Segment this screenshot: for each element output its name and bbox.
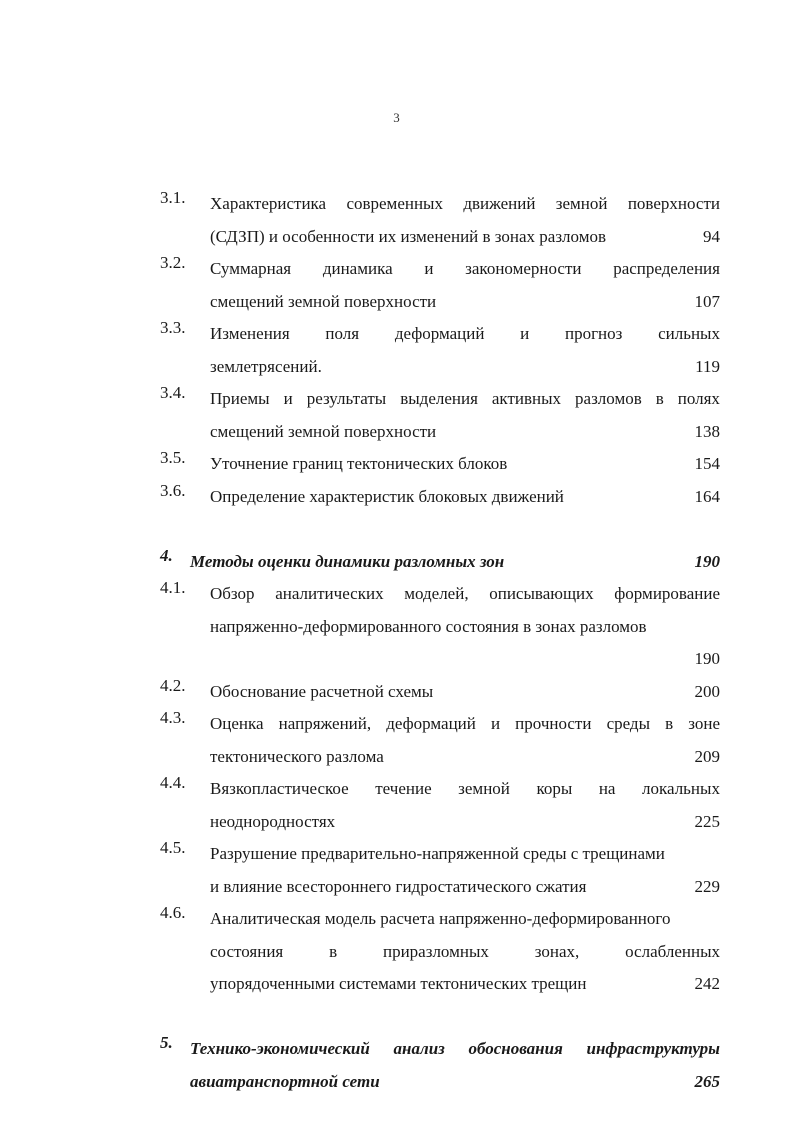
toc-entry-body <box>190 1033 720 1098</box>
toc-entry <box>160 481 720 514</box>
toc-page-number: 164 <box>694 486 720 506</box>
toc-page-number: 190 <box>694 551 720 571</box>
toc-word: приразломных <box>382 941 489 961</box>
toc-word: земной <box>458 779 510 798</box>
toc-word: обоснования <box>468 1039 563 1058</box>
toc-word: земной <box>555 194 608 213</box>
toc-entry-line <box>210 351 720 384</box>
toc-word: зоне <box>688 714 720 733</box>
toc-page-number: 265 <box>694 1071 720 1091</box>
toc-entry <box>160 318 720 383</box>
page-number: 3 <box>393 110 400 125</box>
toc-word: прогноз <box>564 324 623 343</box>
toc-entry-number: 3.3. <box>160 318 186 337</box>
toc-word: течение <box>375 779 432 798</box>
toc-entry-line <box>210 253 720 286</box>
toc-entry-number: 4.1. <box>160 578 186 597</box>
toc-entry-body <box>210 838 720 903</box>
toc-entry-line <box>210 936 720 969</box>
toc-page-number: 209 <box>694 746 720 766</box>
toc-entry-line <box>210 221 720 254</box>
toc-entry-title: Аналитическая модель расчета напряженно-деформированного <box>210 909 671 928</box>
toc-entry <box>160 578 720 676</box>
toc-word: и <box>424 259 434 278</box>
toc-word: динамика <box>322 259 393 278</box>
toc-word: ослабленных <box>625 941 720 961</box>
toc-word: коры <box>536 779 573 798</box>
toc-entry-body <box>210 676 720 709</box>
toc-entry-number: 4.4. <box>160 773 186 792</box>
toc-word: Технико-экономический <box>190 1039 370 1058</box>
toc-entry-title: тектонического разлома <box>210 746 384 766</box>
toc-word: в <box>655 389 664 408</box>
toc-chapter <box>160 1033 720 1098</box>
toc-entry-number: 5. <box>160 1033 173 1052</box>
toc-word: закономерности <box>465 259 582 278</box>
toc-page-number: 119 <box>695 356 720 376</box>
toc-entry <box>160 253 720 318</box>
table-of-contents <box>160 188 720 1098</box>
toc-entry-number: 4. <box>160 545 173 565</box>
toc-chapter <box>160 546 720 579</box>
toc-entry-title: и влияние всестороннего гидростатического сжатия <box>210 876 587 896</box>
toc-entry-line <box>210 773 720 806</box>
toc-entry-title: Обоснование расчетной схемы <box>210 681 434 701</box>
toc-entry-line <box>210 578 720 611</box>
toc-entry-number: 4.6. <box>160 903 186 922</box>
toc-entry-line <box>210 741 720 774</box>
toc-word: напряжений, <box>278 714 372 733</box>
toc-page-number: 107 <box>694 291 720 311</box>
toc-entry-line <box>210 448 720 481</box>
toc-word: в <box>329 941 338 961</box>
toc-entry-body <box>210 903 720 1001</box>
toc-entry-title: неоднородностях <box>210 811 336 831</box>
toc-entry <box>160 773 720 838</box>
toc-entry-number: 4.2. <box>160 675 186 695</box>
toc-word: деформаций <box>394 324 485 343</box>
toc-word: современных <box>346 194 443 213</box>
toc-word: деформаций <box>386 714 476 733</box>
toc-page-number: 225 <box>694 811 720 831</box>
toc-word: среды <box>606 714 651 733</box>
toc-word: выделения <box>400 389 478 408</box>
toc-entry-line <box>210 286 720 319</box>
toc-entry-line <box>210 318 720 351</box>
toc-word: результаты <box>306 389 387 408</box>
toc-word: поля <box>325 324 360 343</box>
toc-word: сильных <box>658 324 720 343</box>
toc-entry-title: смещений земной поверхности <box>210 421 437 441</box>
toc-page-number: 200 <box>694 681 720 701</box>
toc-page-number: 154 <box>694 454 720 473</box>
toc-entry-body <box>210 773 720 838</box>
toc-word: описывающих <box>489 584 594 603</box>
toc-entry-number: 4.3. <box>160 708 186 727</box>
toc-entry-body <box>210 708 720 773</box>
toc-page-number: 229 <box>694 876 720 896</box>
toc-entry-title: авиатранспортной сети <box>190 1071 380 1091</box>
toc-word: движений <box>463 194 536 213</box>
toc-entry <box>160 188 720 253</box>
toc-word: поверхности <box>627 194 720 213</box>
toc-word: Вязкопластическое <box>210 779 349 798</box>
toc-word: на <box>598 779 616 798</box>
toc-word: Изменения <box>210 324 290 343</box>
toc-entry-body <box>210 253 720 318</box>
toc-entry-line <box>210 871 720 904</box>
toc-word: в <box>665 714 674 733</box>
toc-word: прочности <box>515 714 592 733</box>
toc-entry-title: смещений земной поверхности <box>210 291 437 311</box>
toc-entry <box>160 383 720 448</box>
toc-word: Приемы <box>210 389 270 408</box>
section-spacer <box>160 1001 720 1034</box>
toc-word: анализ <box>393 1039 445 1058</box>
toc-entry <box>160 676 720 709</box>
toc-entry-number: 3.5. <box>160 448 186 467</box>
toc-entry-title: Разрушение предварительно-напряженной среды с трещинами <box>210 844 665 863</box>
toc-page-number: 138 <box>694 421 720 441</box>
toc-entry-title: Уточнение границ тектонических блоков <box>210 454 508 473</box>
toc-entry-number: 3.2. <box>160 253 186 272</box>
toc-word: Обзор <box>210 584 255 603</box>
toc-word: активных <box>491 389 562 408</box>
toc-entry-body <box>210 481 720 514</box>
toc-word: Суммарная <box>210 259 292 278</box>
toc-entry-line <box>210 968 720 1001</box>
toc-entry-title: Определение характеристик блоковых движений <box>210 486 564 506</box>
toc-entry <box>160 708 720 773</box>
toc-entry-body <box>210 578 720 676</box>
toc-entry-line <box>210 643 720 676</box>
toc-entry-line <box>210 708 720 741</box>
toc-entry-number: 4.5. <box>160 838 186 857</box>
toc-entry-line <box>210 416 720 449</box>
toc-page-number: 190 <box>694 649 720 668</box>
toc-word: состояния <box>210 941 284 961</box>
toc-page-number: 242 <box>694 974 720 993</box>
toc-entry-body <box>210 188 720 253</box>
toc-word: распределения <box>613 259 720 278</box>
toc-word: аналитических <box>275 584 384 603</box>
toc-entry-body <box>190 546 720 579</box>
toc-word: локальных <box>642 779 720 798</box>
toc-entry-line <box>190 1033 720 1066</box>
toc-entry-title: Методы оценки динамики разломных зон <box>190 551 505 571</box>
toc-entry-line <box>210 383 720 416</box>
toc-entry <box>160 448 720 481</box>
section-spacer <box>160 513 720 546</box>
toc-entry-number: 3.4. <box>160 383 186 402</box>
toc-entry-body <box>210 383 720 448</box>
toc-entry <box>160 838 720 903</box>
toc-entry-body <box>210 448 720 481</box>
toc-entry-title: упорядоченными системами тектонических трещин <box>210 974 587 993</box>
toc-entry <box>160 903 720 1001</box>
toc-entry-line <box>190 546 720 579</box>
toc-word: Характеристика <box>210 194 327 213</box>
toc-entry-line <box>210 806 720 839</box>
toc-word: зонах, <box>534 941 580 961</box>
toc-entry-line <box>210 611 720 644</box>
toc-word: и <box>520 324 530 343</box>
toc-word: Оценка <box>210 714 264 733</box>
toc-entry-line <box>210 838 720 871</box>
toc-entry-line <box>210 676 720 709</box>
toc-word: полях <box>677 389 720 408</box>
toc-word: и <box>490 714 501 733</box>
toc-entry-line <box>190 1066 720 1099</box>
toc-entry-title: напряженно-деформированного состояния в зонах разломов <box>210 616 647 636</box>
toc-word: формирование <box>614 584 720 603</box>
toc-word: моделей, <box>404 584 469 603</box>
toc-entry-line <box>210 188 720 221</box>
toc-word: и <box>283 389 293 408</box>
toc-page-number: 94 <box>703 226 720 246</box>
toc-entry-body <box>210 318 720 383</box>
toc-word: разломов <box>575 389 642 408</box>
toc-entry-line <box>210 903 720 936</box>
toc-entry-title: (СДЗП) и особенности их изменений в зонах разломов <box>210 226 607 246</box>
toc-entry-title: землетрясений. <box>210 356 322 376</box>
toc-entry-line <box>210 481 720 514</box>
toc-entry-number: 3.1. <box>160 188 186 207</box>
toc-entry-number: 3.6. <box>160 480 186 500</box>
toc-word: инфраструктуры <box>586 1039 720 1058</box>
